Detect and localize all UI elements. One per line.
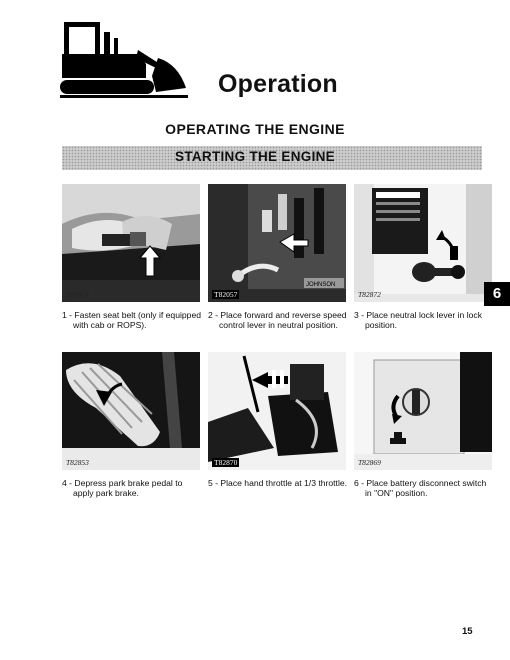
step-caption-3: 3 - Place neutral lock lever in lock position. (354, 310, 483, 330)
step-photo-5 (208, 352, 346, 470)
section-heading: OPERATING THE ENGINE (165, 121, 345, 137)
step-photo-3 (354, 184, 492, 302)
photo-code-6: T82869 (358, 458, 381, 467)
step-caption-1: 1 - Fasten seat belt (only if equipped with cab or ROPS). (62, 310, 202, 330)
johnson-decal: JOHNSON (306, 282, 336, 288)
step-caption-2: 2 - Place forward and reverse speed control lever in neutral position. (208, 310, 347, 330)
step-caption-5: 5 - Place hand throttle at 1/3 throttle. (208, 478, 348, 488)
step-caption-6: 6 - Place battery disconnect switch in "ON" position. (354, 478, 487, 498)
photo-code-5: T82870 (214, 458, 238, 467)
crawler-loader-logo (60, 20, 190, 100)
page-number: 15 (462, 626, 473, 637)
photo-code-2: T82057 (214, 290, 238, 299)
band-heading: STARTING THE ENGINE (175, 149, 335, 164)
photo-code-1: T82024 (66, 290, 89, 299)
photo-code-4: T82853 (66, 458, 89, 467)
step-caption-4: 4 - Depress park brake pedal to apply park brake. (62, 478, 183, 498)
step-photo-2 (208, 184, 346, 302)
step-photo-1 (62, 184, 200, 302)
step-photo-6 (354, 352, 492, 470)
chapter-tab: 6 (484, 282, 510, 306)
step-photo-4 (62, 352, 200, 470)
page-title: Operation (218, 70, 338, 98)
photo-code-3: T82872 (358, 290, 381, 299)
